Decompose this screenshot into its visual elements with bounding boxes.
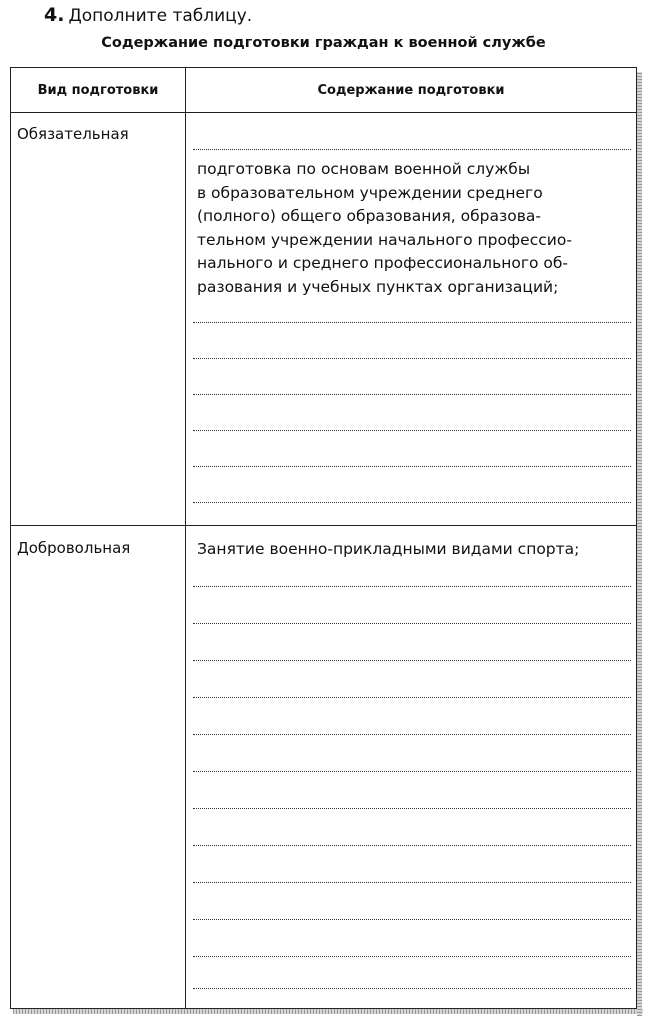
content-line: разования и учебных пунктах организаций; [197,277,559,296]
answer-line[interactable] [193,149,631,150]
answer-line[interactable] [193,623,631,624]
answer-line[interactable] [193,956,631,957]
answer-line[interactable] [193,660,631,661]
content-line: (полного) общего образования, образова- [197,207,541,225]
column-divider [185,68,186,1008]
answer-line[interactable] [193,586,631,587]
row-content-mandatory [197,158,633,299]
content-line: подготовка по основам военной службы [197,160,531,178]
answer-line[interactable] [193,845,631,846]
answer-line[interactable] [193,466,631,467]
row-divider [11,525,636,526]
content-line: в образовательном учреждении среднего [197,183,543,202]
preparation-table [10,67,637,1009]
content-line: Занятие военно-прикладными видами спорта; [197,540,580,558]
answer-line[interactable] [193,919,631,920]
task-text: Дополните таблицу. [68,6,253,26]
content-line: тельном учреждении начального профессио- [197,230,572,249]
row-content-voluntary [197,538,633,562]
answer-line[interactable] [193,771,631,772]
row-kind-mandatory: Обязательная [17,125,129,143]
answer-line[interactable] [193,394,631,395]
answer-line[interactable] [193,502,631,503]
content-line: нального и среднего профессионального об- [197,254,569,272]
header-content: Содержание подготовки [317,82,505,98]
header-divider [11,112,636,113]
answer-line[interactable] [193,697,631,698]
header-kind: Вид подготовки [37,82,159,98]
task-number: 4. [44,4,65,26]
answer-line[interactable] [193,988,631,989]
table-title: Содержание подготовки граждан к военной службе [101,35,546,51]
answer-line[interactable] [193,734,631,735]
task-heading [44,4,252,27]
answer-line[interactable] [193,430,631,431]
answer-line[interactable] [193,882,631,883]
answer-line[interactable] [193,358,631,359]
answer-line[interactable] [193,322,631,323]
answer-line[interactable] [193,808,631,809]
row-kind-voluntary: Добровольная [17,539,131,557]
